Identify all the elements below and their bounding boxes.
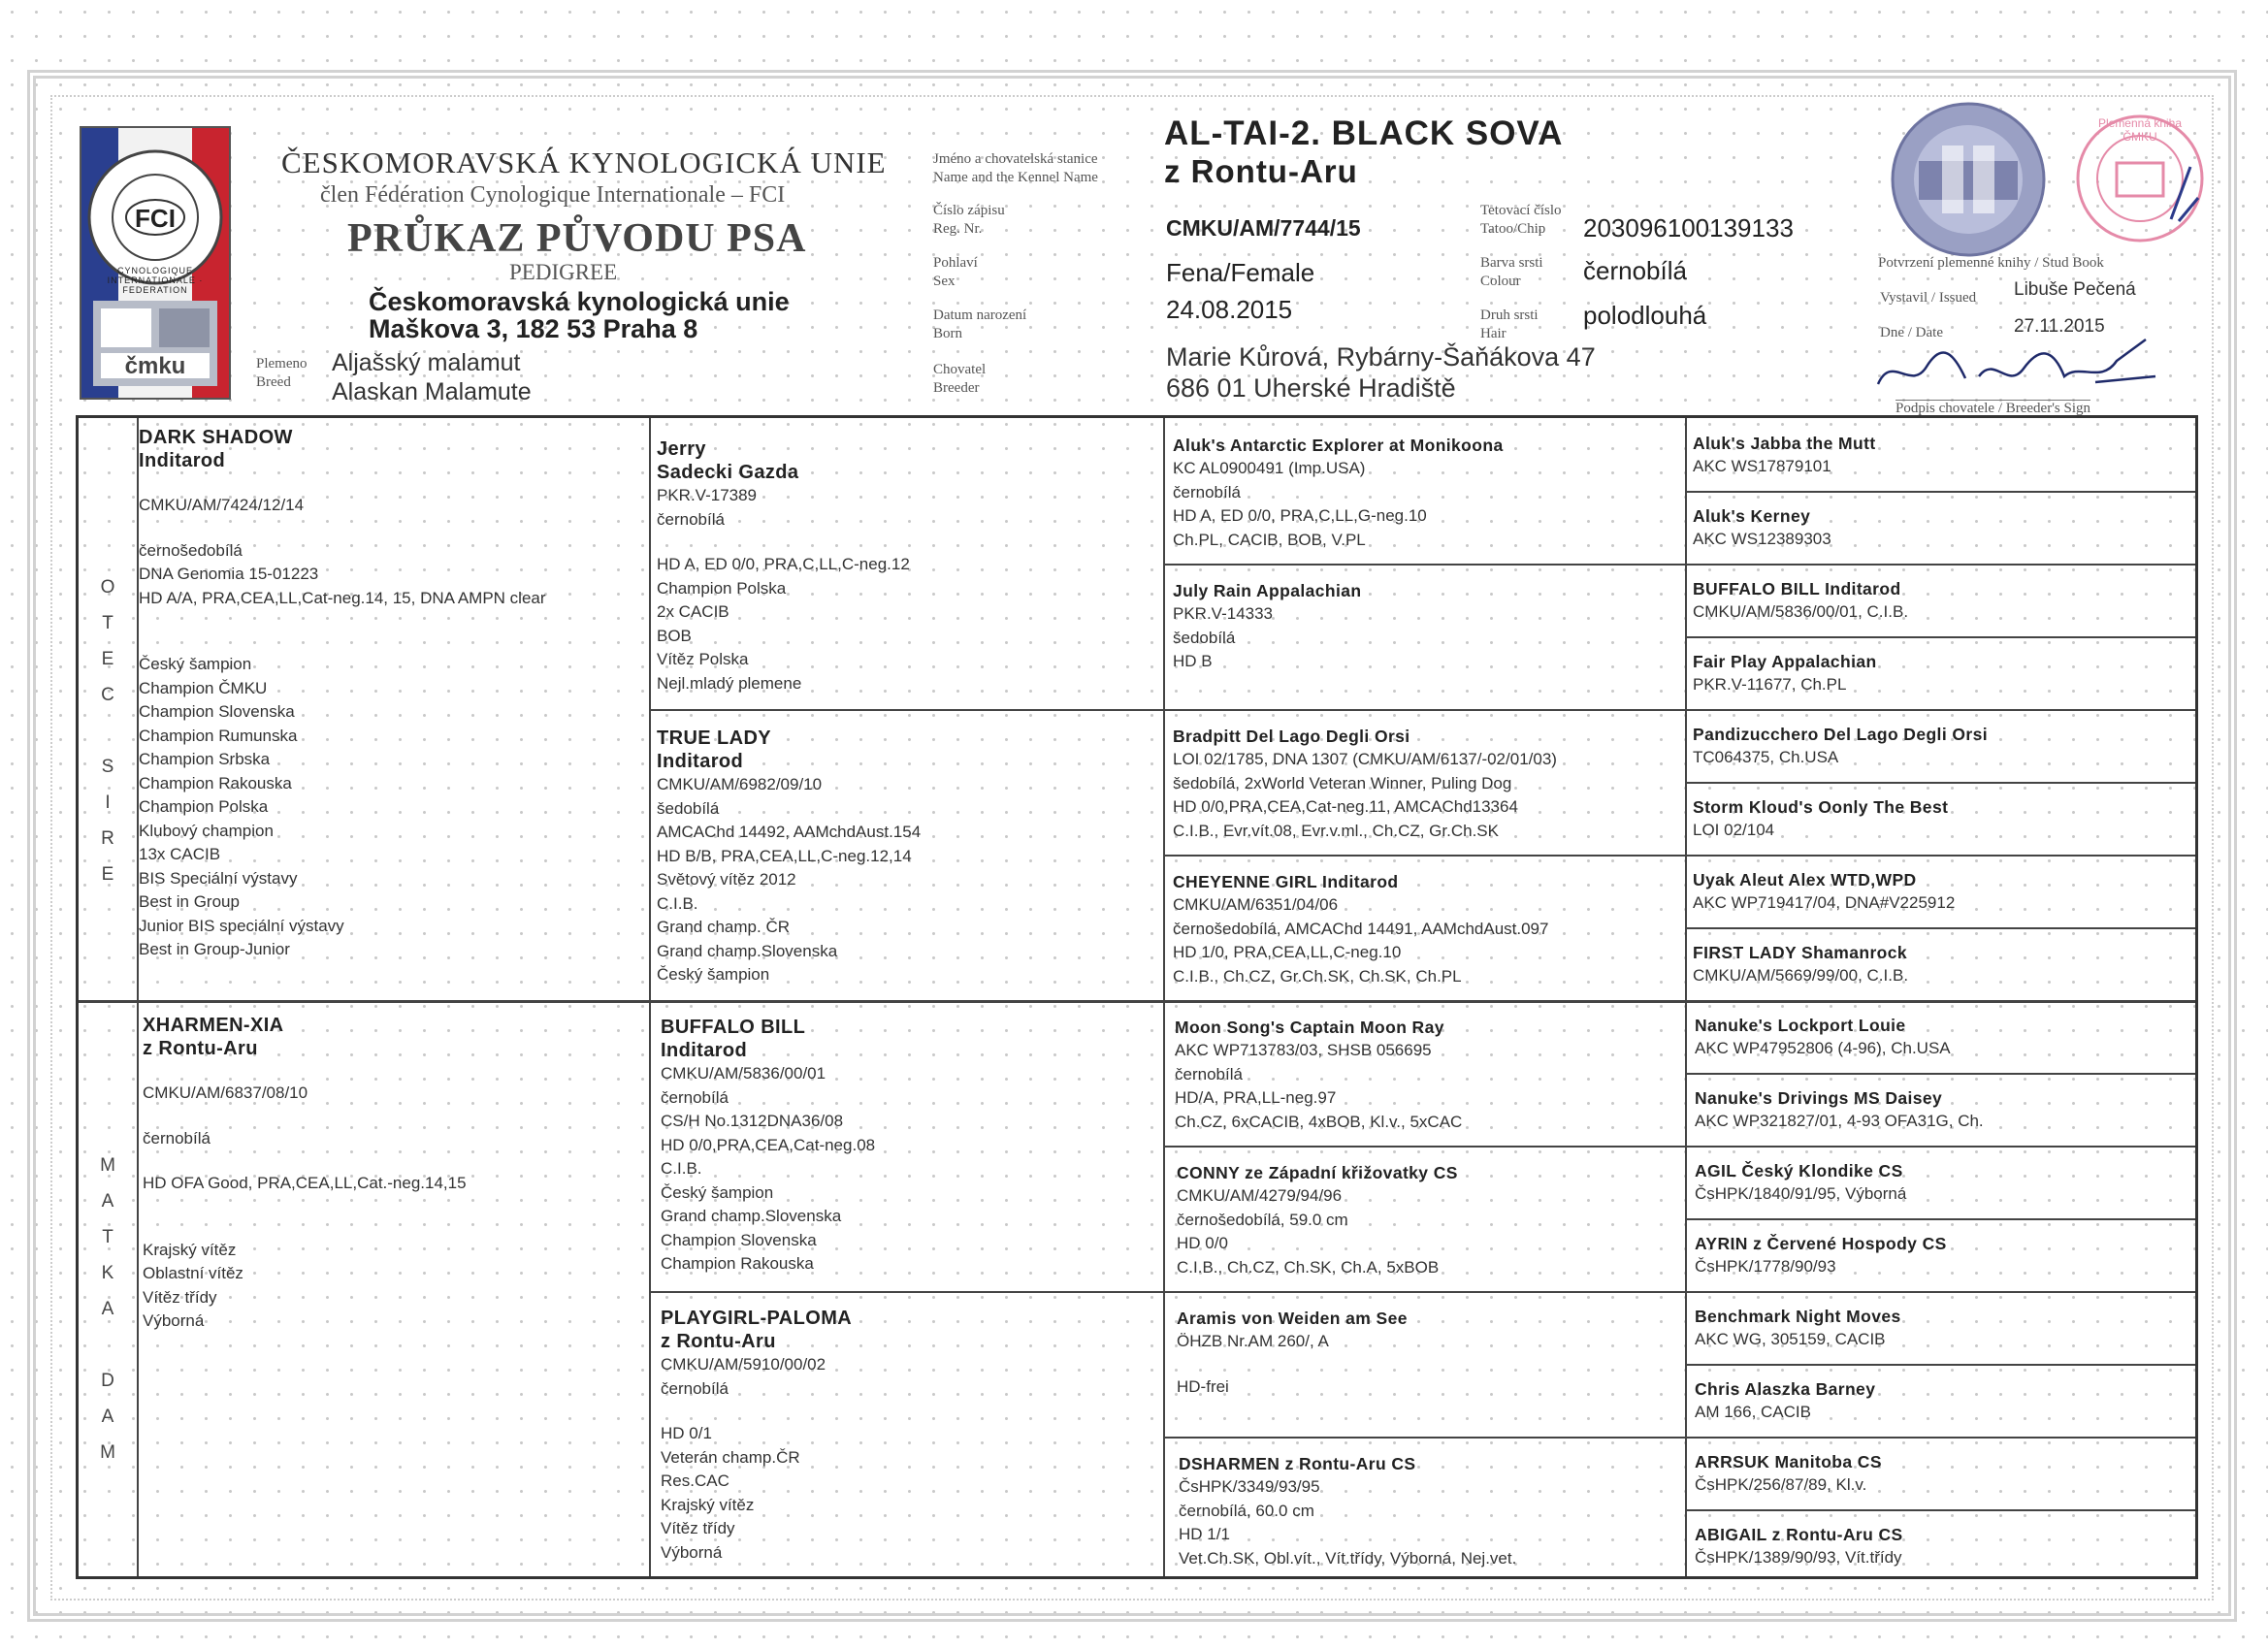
g4-entry: [1693, 795, 2189, 843]
info-line: AMCAChd 14492, AAMchdAust.154: [657, 823, 922, 841]
dog-name: Moon Song's Captain Moon Ray: [1175, 1018, 1444, 1037]
side-letter: A: [101, 1191, 114, 1212]
info-line: ČsHPK/1840/91/95, Výborná: [1695, 1184, 1907, 1203]
dog-name: Aluk's Jabba the Mutt: [1693, 434, 1876, 453]
info-line: Vet.Ch.SK, Obl.vít., Vít.třídy, Výborná, Nej.vet.: [1179, 1548, 1517, 1568]
org-member: člen Fédération Cynologique Internationale – FCI: [320, 182, 786, 208]
born-label-en: Born: [933, 326, 962, 341]
info-line: HD A, ED 0/0, PRA,C,LL,G-neg.10: [1173, 506, 1427, 525]
grandparent-entry: [657, 437, 1157, 695]
sire-dam-divider: [79, 1000, 2195, 1003]
info-line: černošedobílá, AMCAChd 14491, AAMchdAust.097: [1173, 919, 1549, 938]
great-grandparent-entry: [1177, 1161, 1679, 1279]
fci-cmku-logo: [80, 126, 231, 400]
sex-label-en: Sex: [933, 274, 956, 289]
info-line: černobílá, 60.0 cm: [1179, 1501, 1314, 1520]
breed-label-en: Breed: [256, 374, 291, 390]
info-line: C.I.B., Ch.CZ, Gr.Ch.SK, Ch.SK, Ch.PL: [1173, 966, 1462, 986]
org-address-1: Českomoravská kynologická unie: [369, 287, 790, 316]
info-line: PKR.V-11677, Ch.PL: [1693, 675, 1847, 694]
info-line: ČsHPK/3349/93/95: [1179, 1477, 1320, 1496]
breed-label-cz: Plemeno: [256, 356, 308, 372]
org-address-2: Maškova 3, 182 53 Praha 8: [369, 314, 698, 343]
g4-entry: [1693, 577, 2189, 625]
org-name: ČESKOMORAVSKÁ KYNOLOGICKÁ UNIE: [281, 146, 887, 179]
dog-name: Bradpitt Del Lago Degli Orsi: [1173, 727, 1410, 746]
breeder-label: [933, 361, 986, 398]
info-line: Ch.CZ, 6xCACIB, 4xBOB, Kl.v., 5xCAC: [1175, 1112, 1463, 1131]
dog-name: DARK SHADOW: [139, 427, 293, 448]
dam-side-label: [79, 1148, 137, 1471]
row-divider: [1685, 636, 2195, 638]
dog-kennel: Sadecki Gazda: [657, 462, 799, 483]
info-line: černošedobílá: [139, 540, 243, 560]
red-stamp-text: Plemenná kniha ČMKU: [2097, 116, 2183, 144]
info-line: CMKU/AM/7424/12/14: [139, 496, 305, 514]
dog-name: AYRIN z Červené Hospody CS: [1695, 1234, 1947, 1253]
info-line: Champion Slovenska: [661, 1230, 817, 1249]
dog-name: AGIL Český Klondike CS: [1695, 1161, 1903, 1180]
side-letter: K: [101, 1263, 114, 1283]
column-divider: [1163, 418, 1165, 1576]
born-label: [933, 307, 1026, 343]
cmku-logo-text: čmku: [124, 353, 186, 379]
row-divider: [1685, 927, 2195, 929]
row-divider: [649, 1291, 2195, 1293]
title-line: Champion Slovenska: [139, 702, 295, 721]
name-label: [933, 150, 1098, 187]
side-letter: O: [100, 577, 115, 598]
fci-ring-text: CYNOLOGIQUE INTERNATIONALE · FEDERATION: [107, 266, 204, 295]
info-line: BOB: [657, 626, 692, 645]
info-line: Grand champ.Slovenska: [661, 1207, 842, 1225]
born-value: 24.08.2015: [1166, 295, 1293, 324]
title-line: Champion Rakouska: [139, 773, 292, 792]
g4-entry: [1695, 1086, 2189, 1134]
g4-entry: [1693, 650, 2189, 697]
info-line: Champion Polska: [657, 578, 787, 598]
dog-name: Fair Play Appalachian: [1693, 652, 1877, 671]
reg-label-cz: Číslo zápisu: [933, 203, 1005, 218]
column-divider: [1685, 418, 1687, 1576]
dog-name: July Rain Appalachian: [1173, 581, 1362, 600]
info-line: AKC WG, 305159, CACIB: [1695, 1330, 1886, 1348]
info-line: černobílá: [657, 509, 725, 529]
row-divider: [1685, 491, 2195, 493]
great-grandparent-entry: [1173, 870, 1679, 988]
g4-entry: [1695, 1305, 2189, 1352]
side-letter: T: [102, 1227, 113, 1247]
column-divider: [649, 418, 651, 1576]
breed-cz: Aljašský malamut: [332, 349, 521, 376]
info-line: CMKU/AM/4279/94/96: [1177, 1186, 1343, 1205]
g4-entry: [1693, 432, 2189, 479]
info-line: Res.CAC: [661, 1471, 729, 1490]
dog-name: BUFFALO BILL Inditarod: [1693, 579, 1901, 598]
hair-value: polodlouhá: [1583, 301, 1707, 330]
great-grandparent-entry: [1177, 1307, 1679, 1399]
row-divider: [1163, 855, 2195, 857]
date-label: Dne / Date: [1880, 325, 1943, 340]
colour-label-cz: Barva srsti: [1480, 255, 1543, 271]
info-line: C.I.B.: [661, 1159, 702, 1178]
breeder-signature: [1872, 334, 2173, 405]
info-line: AKC WP47952806 (4-96), Ch.USA: [1695, 1039, 1951, 1057]
doc-subtitle: PEDIGREE: [509, 260, 618, 284]
doc-title: PRŮKAZ PŮVODU PSA: [347, 216, 807, 261]
info-line: Veterán champ.ČR: [661, 1447, 800, 1467]
sire-entry: [139, 426, 643, 962]
colour-label-en: Colour: [1480, 274, 1521, 289]
row-divider: [1685, 1218, 2195, 1220]
grandparent-entry: [661, 1016, 1157, 1277]
info-line: Grand champ. ČR: [657, 918, 790, 936]
row-divider: [1163, 564, 2195, 566]
info-line: HD A, ED 0/0, PRA,C,LL,C-neg.12: [657, 555, 910, 573]
info-line: AKC WP713783/03, SHSB 056695: [1175, 1041, 1432, 1059]
g4-entry: [1695, 1523, 2189, 1570]
info-line: ČsHPK/256/87/89, Kl.v.: [1695, 1475, 1867, 1494]
side-letter: M: [100, 1155, 115, 1176]
info-line: ČsHPK/1389/90/93, Vít.třídy: [1695, 1548, 1902, 1567]
title-line: 13x CACIB: [139, 845, 221, 863]
reg-label: [933, 202, 1005, 239]
info-line: ÖHZB Nr.AM 260/, A: [1177, 1332, 1329, 1350]
tattoo-number: 203096100139133: [1583, 213, 1794, 242]
row-divider: [649, 709, 2195, 711]
issued-by: Libuše Pečená: [2014, 279, 2136, 300]
grandparent-entry: [657, 727, 1157, 987]
info-line: Nejl.mladý plemene: [657, 673, 802, 693]
dog-name: ABIGAIL z Rontu-Aru CS: [1695, 1525, 1903, 1544]
great-grandparent-entry: [1173, 725, 1679, 843]
breeder-label-en: Breeder: [933, 380, 980, 396]
sex-label-cz: Pohlaví: [933, 255, 978, 271]
info-line: PKR.V-17389: [657, 486, 758, 504]
great-grandparent-entry: [1175, 1016, 1679, 1134]
breeder-line-2: 686 01 Uherské Hradiště: [1166, 373, 1456, 403]
info-line: HD 0/0,PRA,CEA,Cat-neg.08: [661, 1135, 876, 1154]
g4-entry: [1695, 1232, 2189, 1279]
info-line: Český šampion: [661, 1182, 774, 1202]
dog-name: XHARMEN-XIA: [143, 1015, 284, 1036]
red-stamp: [2074, 113, 2206, 244]
dog-kennel: z Rontu-Aru: [661, 1331, 776, 1352]
grandparent-entry: [661, 1307, 1157, 1565]
dog-name: Aramis von Weiden am See: [1177, 1309, 1408, 1328]
side-letter: T: [102, 613, 113, 633]
dog-name: Chris Alaszka Barney: [1695, 1379, 1876, 1399]
dog-kennel: Inditarod: [657, 751, 744, 772]
reg-number: CMKU/AM/7744/15: [1166, 215, 1361, 241]
side-letter: S: [101, 757, 114, 777]
info-line: TC064375, Ch.USA: [1693, 748, 1839, 766]
dog-name: Nanuke's Drivings MS Daisey: [1695, 1088, 1943, 1108]
dog-name: Storm Kloud's Oonly The Best: [1693, 797, 1949, 817]
side-letter: I: [105, 792, 111, 813]
fci-logo-text: FCI: [135, 204, 176, 233]
info-line: Champion Rakouska: [661, 1254, 814, 1273]
row-divider: [1685, 1509, 2195, 1511]
info-line: CMKU/AM/6982/09/10: [657, 775, 823, 793]
side-letter: D: [101, 1371, 114, 1391]
dog-name: BUFFALO BILL: [661, 1017, 806, 1038]
row-divider: [1685, 1364, 2195, 1366]
side-letter: A: [101, 1406, 114, 1427]
info-line: černobílá: [1173, 482, 1241, 501]
info-line: 2x CACIB: [657, 602, 729, 621]
title-line: Champion Srbska: [139, 750, 271, 768]
dog-name: CONNY ze Západní křižovatky CS: [1177, 1163, 1458, 1182]
info-line: C.I.B.: [657, 893, 698, 913]
dog-name: Aluk's Antarctic Explorer at Monikoona: [1173, 436, 1504, 455]
info-line: HD 0/1: [661, 1424, 712, 1442]
dog-kennel: z Rontu-Aru: [1164, 153, 1358, 189]
dog-kennel: Inditarod: [139, 450, 226, 471]
great-grandparent-entry: [1179, 1452, 1679, 1570]
info-line: černobílá: [1175, 1064, 1243, 1083]
dog-name: Benchmark Night Moves: [1695, 1307, 1901, 1326]
info-line: černobílá: [661, 1378, 729, 1398]
info-line: DNA Genomia 15-01223: [139, 565, 319, 583]
info-line: HD-frei: [1177, 1376, 1229, 1396]
dog-name: Aluk's Kerney: [1693, 506, 1811, 526]
name-label-en: Name and the Kennel Name: [933, 170, 1098, 185]
info-line: HD 1/0, PRA,CEA,LL,C-neg.10: [1173, 943, 1402, 961]
sire-side-label: [79, 569, 137, 892]
side-letter: [79, 1327, 137, 1363]
info-line: šedobílá, 2xWorld Veteran Winner, Puling Dog: [1173, 773, 1512, 792]
info-line: HD OFA Good, PRA,CEA,LL,Cat.-neg.14,15: [143, 1174, 467, 1192]
g4-entry: [1693, 723, 2189, 770]
sex-label: [933, 254, 978, 291]
info-line: CMKU/AM/6351/04/06: [1173, 895, 1339, 914]
info-line: Český šampion: [657, 965, 770, 984]
info-line: Vítěz Polska: [657, 650, 749, 668]
info-line: PKR.V-14333: [1173, 604, 1274, 623]
tattoo-label: [1480, 202, 1562, 239]
dog-name: Uyak Aleut Alex WTD,WPD: [1693, 870, 1917, 889]
hair-label-cz: Druh srsti: [1480, 307, 1539, 323]
info-line: HD B: [1173, 652, 1213, 670]
row-divider: [1163, 1437, 2195, 1439]
side-letter: R: [101, 828, 114, 849]
breed-label: [256, 355, 308, 392]
title-line: Výborná: [143, 1311, 205, 1330]
info-line: Vítěz třídy: [661, 1519, 735, 1537]
info-line: C.I.B., Ch.CZ, Ch.SK, Ch.A, 5xBOB: [1177, 1257, 1440, 1277]
dog-name: Nanuke's Lockport Louie: [1695, 1016, 1906, 1035]
info-line: CMKU/AM/6837/08/10: [143, 1083, 308, 1102]
info-line: HD A/A, PRA,CEA,LL,Cat-neg.14, 15, DNA AMPN clear: [139, 588, 546, 607]
g4-entry: [1693, 504, 2189, 552]
hologram-seal: [1890, 101, 2047, 258]
info-line: černošedobílá, 59.0 cm: [1177, 1210, 1348, 1229]
info-line: černobílá: [143, 1128, 211, 1148]
dog-name: Jerry: [657, 438, 706, 460]
info-line: CMKU/AM/5669/99/00, C.I.B.: [1693, 966, 1909, 985]
g4-entry: [1695, 1159, 2189, 1207]
tattoo-label-en: Tatoo/Chip: [1480, 221, 1546, 237]
title-line: Champion Rumunska: [139, 726, 298, 745]
title-line: Best in Group-Junior: [139, 940, 290, 958]
info-line: LOI 02/104: [1693, 821, 1775, 839]
issue-date: 27.11.2015: [2014, 316, 2105, 337]
info-line: CMKU/AM/5836/00/01, C.I.B.: [1693, 602, 1909, 621]
dog-name: TRUE LADY: [657, 728, 772, 749]
info-line: černobílá: [661, 1087, 729, 1107]
row-divider: [1163, 1146, 2195, 1148]
info-line: HD 0/0: [1177, 1234, 1228, 1252]
hair-label-en: Hair: [1480, 326, 1507, 341]
side-letter: M: [100, 1442, 115, 1463]
info-line: AKC WP719417/04, DNA#V225912: [1693, 893, 1956, 912]
colour-value: černobílá: [1583, 256, 1687, 285]
title-line: Oblastní vítěz: [143, 1264, 243, 1282]
info-line: CMKU/AM/5836/00/01: [661, 1064, 826, 1083]
info-line: HD/A, PRA,LL-neg.97: [1175, 1088, 1337, 1107]
dog-name: PLAYGIRL-PALOMA: [661, 1308, 853, 1329]
info-line: AKC WS12389303: [1693, 530, 1831, 548]
info-line: Ch.PL, CACIB, BOB, V.PL: [1173, 530, 1366, 549]
info-line: Grand champ.Slovenska: [657, 941, 838, 960]
info-line: Výborná: [661, 1542, 723, 1562]
title-line: Klubový champion: [139, 821, 274, 840]
title-line: Champion Polska: [139, 797, 269, 816]
dog-name: DSHARMEN z Rontu-Aru CS: [1179, 1454, 1416, 1473]
side-letter: A: [101, 1299, 114, 1319]
breed-en: Alaskan Malamute: [332, 378, 532, 405]
title-line: BIS Speciální výstavy: [139, 868, 298, 888]
title-line: Český šampion: [139, 655, 252, 673]
info-line: Krajský vítěz: [661, 1495, 755, 1514]
title-line: Best in Group: [139, 892, 240, 911]
dog-kennel: z Rontu-Aru: [143, 1038, 258, 1059]
info-line: KC AL0900491 (Imp.USA): [1173, 459, 1366, 477]
info-line: HD 0/0,PRA,CEA,Cat-neg.11, AMCAChd13364: [1173, 797, 1518, 816]
g4-entry: [1693, 868, 2189, 916]
dog-name: CHEYENNE GIRL Inditarod: [1173, 872, 1399, 891]
info-line: CS/H No.1312DNA36/08: [661, 1112, 844, 1130]
info-line: šedobílá: [657, 798, 720, 818]
side-letter: E: [101, 864, 114, 885]
hair-label: [1480, 307, 1539, 343]
side-letter: E: [101, 649, 114, 669]
info-line: C.I.B., Evr.vít.08, Evr.v.ml., Ch.CZ, Gr.Ch.SK: [1173, 821, 1499, 840]
name-label-cz: Jméno a chovatelská stanice: [933, 151, 1098, 167]
born-label-cz: Datum narození: [933, 307, 1027, 323]
info-line: CMKU/AM/5910/00/02: [661, 1355, 826, 1374]
g4-entry: [1695, 1014, 2189, 1061]
info-line: šedobílá: [1173, 628, 1236, 647]
sex-value: Fena/Female: [1166, 258, 1315, 287]
g4-entry: [1695, 1377, 2189, 1425]
reg-label-en: Reg. Nr.: [933, 221, 983, 237]
title-line: Krajský vítěz: [143, 1240, 237, 1259]
row-divider: [1685, 1073, 2195, 1075]
studbook-label: Potvrzení plemenné knihy / Stud Book: [1878, 255, 2104, 271]
breeder-line-1: Marie Kůrová, Rybárny-Šaňákova 47: [1166, 342, 1596, 372]
info-line: AKC WP321827/01, 4-93 OFA31G, Ch.: [1695, 1112, 1984, 1130]
info-line: HD 1/1: [1179, 1525, 1230, 1543]
row-divider: [1685, 782, 2195, 784]
title-line: Vítěz třídy: [143, 1287, 217, 1307]
side-letter: C: [101, 685, 114, 705]
side-letter: [79, 713, 137, 749]
info-line: HD B/B, PRA,CEA,LL,C-neg.12,14: [657, 846, 912, 865]
g4-entry: [1695, 1450, 2189, 1498]
great-grandparent-entry: [1173, 579, 1679, 674]
title-line: Junior BIS speciální výstavy: [139, 916, 344, 935]
info-line: Světový vítěz 2012: [657, 870, 796, 889]
title-line: Champion ČMKU: [139, 678, 268, 697]
great-grandparent-entry: [1173, 434, 1679, 552]
issued-label: Vystavil / Issued: [1880, 290, 1977, 306]
g4-entry: [1693, 941, 2189, 988]
breeder-label-cz: Chovatel: [933, 362, 987, 377]
tattoo-label-cz: Tetovací číslo: [1480, 203, 1562, 218]
dog-name: FIRST LADY Shamanrock: [1693, 943, 1908, 962]
info-line: LOI 02/1785, DNA 1307 (CMKU/AM/6137/-02/01/03): [1173, 750, 1557, 768]
pedigree-table: [76, 415, 2198, 1579]
info-line: AKC WS17879101: [1693, 457, 1831, 475]
sign-label: Podpis chovatele / Breeder's Sign: [1895, 401, 2090, 416]
colour-label: [1480, 254, 1543, 291]
dog-name: ARRSUK Manitoba CS: [1695, 1452, 1882, 1471]
info-line: ČsHPK/1778/90/93: [1695, 1257, 1836, 1276]
dog-name: Pandizucchero Del Lago Degli Orsi: [1693, 725, 1988, 744]
dam-entry: [143, 1014, 647, 1334]
dog-name: AL-TAI-2. BLACK SOVA: [1164, 114, 1564, 152]
dog-kennel: Inditarod: [661, 1040, 748, 1061]
info-line: AM 166, CACIB: [1695, 1403, 1811, 1421]
